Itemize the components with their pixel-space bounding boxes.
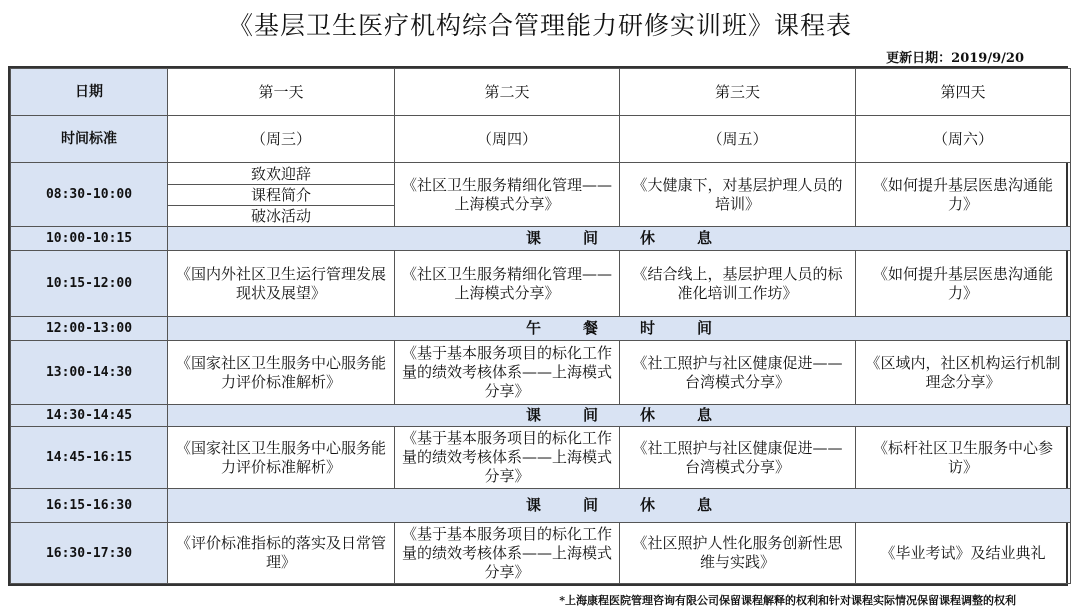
footnote: *上海康程医院管理咨询有限公司保留课程解释的权利和针对课程实际情况保留课程调整的权利 <box>559 594 1016 607</box>
table-row <box>11 427 1071 489</box>
update-date: 更新日期：2019/9/20 <box>886 51 1024 66</box>
schedule-table <box>10 68 1071 584</box>
time-slot: 12:00-13:00 <box>11 317 168 341</box>
weekday-2: （周四） <box>395 116 620 163</box>
break-label: 课间休息 <box>525 496 754 514</box>
session-item: 破冰活动 <box>250 206 311 225</box>
session-cell: 《社工照护与社区健康促进——台湾模式分享》 <box>620 341 856 405</box>
weekday-4: （周六） <box>856 116 1071 163</box>
table-row <box>11 405 1071 427</box>
session-cell: 《社工照护与社区健康促进——台湾模式分享》 <box>620 427 856 489</box>
time-slot: 14:30-14:45 <box>11 405 168 427</box>
session-item: 课程简介 <box>168 185 394 206</box>
session-cell: 《基于基本服务项目的标化工作量的绩效考核体系——上海模式分享》 <box>395 427 620 489</box>
session-cell: 《评价标准指标的落实及日常管理》 <box>168 523 395 584</box>
break-label: 课间休息 <box>525 229 754 247</box>
time-header: 时间标准 <box>11 116 168 163</box>
table-row <box>11 489 1071 523</box>
table-row <box>11 227 1071 251</box>
schedule-table-wrapper <box>8 66 1068 586</box>
break-row <box>168 227 1071 251</box>
table-row <box>11 341 1071 405</box>
session-cell: 《如何提升基层医患沟通能力》 <box>856 251 1071 317</box>
day-header-2: 第二天 <box>395 69 620 116</box>
break-row <box>168 405 1071 427</box>
session-cell: 《国内外社区卫生运行管理发展现状及展望》 <box>168 251 395 317</box>
time-slot: 16:30-17:30 <box>11 523 168 584</box>
session-cell: 《大健康下，对基层护理人员的培训》 <box>620 163 856 227</box>
weekday-3: （周五） <box>620 116 856 163</box>
session-cell: 《如何提升基层医患沟通能力》 <box>856 163 1071 227</box>
page-title: 《基层卫生医疗机构综合管理能力研修实训班》课程表 <box>227 11 852 40</box>
day-header-4: 第四天 <box>856 69 1071 116</box>
date-header: 日期 <box>11 69 168 116</box>
session-cell: 《基于基本服务项目的标化工作量的绩效考核体系——上海模式分享》 <box>395 523 620 584</box>
weekday-1: （周三） <box>168 116 395 163</box>
session-cell: 《毕业考试》及结业典礼 <box>856 523 1071 584</box>
session-cell: 《社区照护人性化服务创新性思维与实践》 <box>620 523 856 584</box>
table-row <box>11 317 1071 341</box>
day-header-1: 第一天 <box>168 69 395 116</box>
session-cell: 《国家社区卫生服务中心服务能力评价标准解析》 <box>168 427 395 489</box>
session-cell: 《标杆社区卫生服务中心参访》 <box>856 427 1071 489</box>
table-row <box>11 523 1071 584</box>
session-cell <box>168 163 395 227</box>
session-cell: 《社区卫生服务精细化管理——上海模式分享》 <box>395 163 620 227</box>
break-row <box>168 317 1071 341</box>
day-header-3: 第三天 <box>620 69 856 116</box>
table-row <box>11 251 1071 317</box>
session-cell: 《社区卫生服务精细化管理——上海模式分享》 <box>395 251 620 317</box>
time-slot: 14:45-16:15 <box>11 427 168 489</box>
break-row <box>168 489 1071 523</box>
time-slot: 10:15-12:00 <box>11 251 168 317</box>
time-slot: 16:15-16:30 <box>11 489 168 523</box>
break-label: 午餐时间 <box>525 319 754 337</box>
session-cell: 《基于基本服务项目的标化工作量的绩效考核体系——上海模式分享》 <box>395 341 620 405</box>
time-slot: 13:00-14:30 <box>11 341 168 405</box>
session-item: 致欢迎辞 <box>168 164 394 185</box>
time-slot: 08:30-10:00 <box>11 163 168 227</box>
session-cell: 《区域内，社区机构运行机制理念分享》 <box>856 341 1071 405</box>
session-cell: 《结合线上，基层护理人员的标准化培训工作坊》 <box>620 251 856 317</box>
time-slot: 10:00-10:15 <box>11 227 168 251</box>
session-cell: 《国家社区卫生服务中心服务能力评价标准解析》 <box>168 341 395 405</box>
table-row <box>11 163 1071 227</box>
break-label: 课间休息 <box>525 406 754 424</box>
